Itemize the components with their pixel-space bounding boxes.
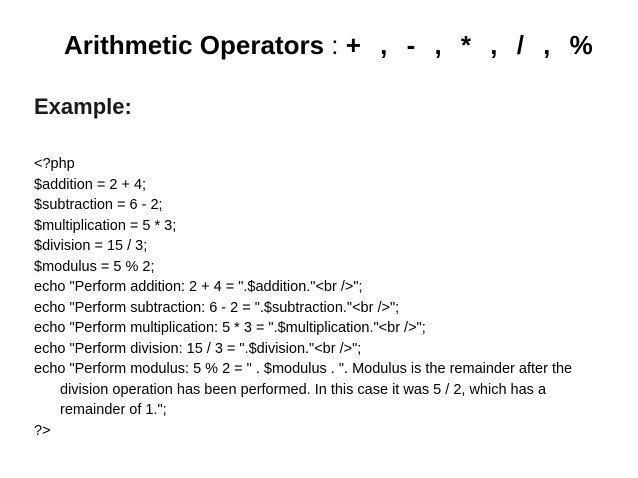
code-line: <?php <box>34 156 75 172</box>
code-line: $multiplication = 5 * 3; <box>34 217 177 234</box>
slide-title-operators: + , - , * , / , % <box>345 30 593 60</box>
code-line: echo "Perform multiplication: 5 * 3 = ".$multiplication."<br />"; <box>34 320 426 336</box>
code-line: ?> <box>34 422 51 439</box>
code-line: echo "Perform modulus: 5 % 2 = " . $modulus . ". Modulus is the remainder after the division operation has been performed. In this case it was 5 / 2, which has a remainder of 1."; <box>34 361 573 418</box>
slide-title-main: Arithmetic Operators <box>64 30 325 60</box>
slide-title-separator: : <box>324 30 346 60</box>
code-line: $modulus = 5 % 2; <box>34 258 155 275</box>
code-line: $addition = 2 + 4; <box>34 176 147 193</box>
code-line: $division = 15 / 3; <box>34 238 148 254</box>
code-line: echo "Perform subtraction: 6 - 2 = ".$subtraction."<br />"; <box>34 299 400 316</box>
code-block <box>34 154 604 441</box>
code-line: echo "Perform division: 15 / 3 = ".$division."<br />"; <box>34 340 362 357</box>
code-line: echo "Perform addition: 2 + 4 = ".$addition."<br />"; <box>34 279 363 295</box>
example-heading: Example: <box>34 94 132 119</box>
code-line: $subtraction = 6 - 2; <box>34 197 163 213</box>
slide-title <box>64 30 593 61</box>
